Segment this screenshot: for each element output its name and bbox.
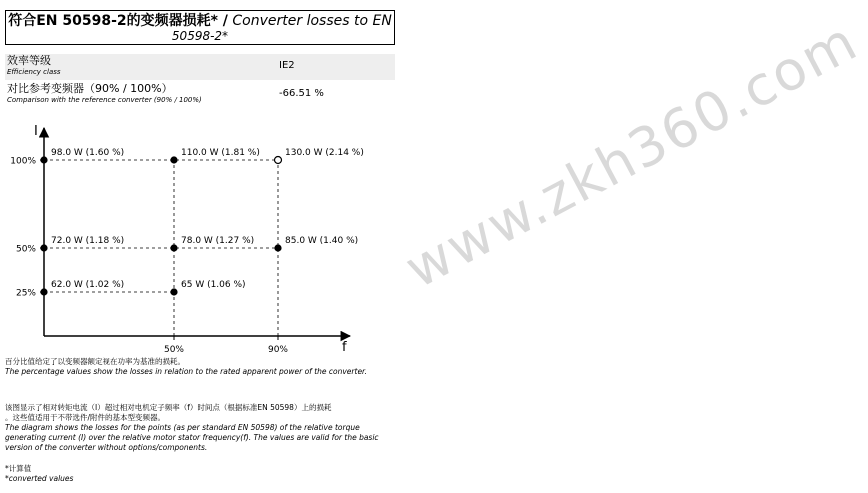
calc-note <box>5 464 73 484</box>
efficiency-class-value: IE2 <box>279 60 295 71</box>
data-point-label: 65 W (1.06 %) <box>181 280 246 290</box>
diagram-note-en-1: The diagram shows the losses for the points (as per standard EN 50598) of the relative torque <box>5 423 360 432</box>
data-point-label: 72.0 W (1.18 %) <box>51 236 125 246</box>
efficiency-class-label-en: Efficiency class <box>7 68 61 76</box>
data-point-label: 78.0 W (1.27 %) <box>181 236 255 246</box>
y-tick-label: 50% <box>15 244 36 255</box>
percent-note-zh: 百分比值给定了以变频器额定视在功率为基准的损耗。 <box>5 357 185 366</box>
comparison-label-zh: 对比参考变频器（90% / 100%） <box>7 82 173 95</box>
y-tick-label: 100% <box>10 156 36 167</box>
data-point <box>171 157 177 163</box>
percent-note-en: The percentage values show the losses in relation to the rated apparent power of the converter. <box>5 367 367 376</box>
chart-grid <box>44 160 278 336</box>
diagram-note-en-3: version of the converter without options/components. <box>5 443 208 452</box>
data-point <box>171 245 177 251</box>
data-point <box>41 289 47 295</box>
x-axis-label: f <box>342 340 347 355</box>
y-tick-label: 25% <box>15 288 36 299</box>
data-point <box>275 157 282 164</box>
data-point <box>171 289 177 295</box>
x-tick-label: 50% <box>163 345 185 355</box>
data-point-label: 85.0 W (1.40 %) <box>285 236 359 246</box>
calc-note-en: *converted values <box>5 474 74 483</box>
data-point <box>41 157 47 163</box>
data-point-label: 98.0 W (1.60 %) <box>51 148 125 158</box>
x-tick-label: 90% <box>267 345 289 355</box>
diagram-note-zh-1: 该图显示了相对转矩电流（I）超过相对电机定子频率（f）时间点（根据标准EN 50598）上的损耗 <box>5 403 332 412</box>
watermark: www.zkh360.com <box>395 9 868 301</box>
data-point-label: 130.0 W (2.14 %) <box>285 148 364 158</box>
data-point-label: 62.0 W (1.02 %) <box>51 280 125 290</box>
title-en: Converter losses to EN <box>232 13 392 29</box>
data-point-label: 110.0 W (1.81 %) <box>181 148 260 158</box>
percent-note <box>5 357 367 377</box>
title-zh: 符合EN 50598-2的变频器损耗* / <box>8 13 228 29</box>
chart-points <box>41 148 364 295</box>
title-line-2: 50598-2* <box>171 29 229 43</box>
calc-note-zh: *计算值 <box>5 464 32 473</box>
y-axis-label: I <box>34 124 38 139</box>
diagram-note-zh-2: 。这些值适用于不带选件/附件的基本型变频器。 <box>5 413 166 422</box>
diagram-note <box>5 403 379 453</box>
efficiency-class-label-zh: 效率等级 <box>7 54 51 67</box>
chart-ticks <box>10 157 288 356</box>
comparison-label-en: Comparison with the reference converter (90% / 100%) <box>7 96 202 104</box>
comparison-value: -66.51 % <box>279 88 324 99</box>
data-point <box>41 245 47 251</box>
data-point <box>275 245 281 251</box>
diagram-note-en-2: generating current (I) over the relative motor stator frequency(f). The values are valid for the basic <box>5 433 379 442</box>
